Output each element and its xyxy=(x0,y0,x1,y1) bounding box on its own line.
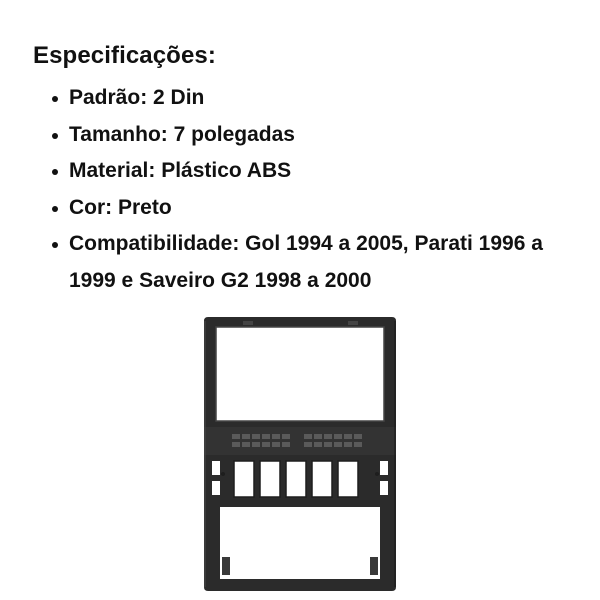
product-image xyxy=(198,313,402,595)
bullet-icon xyxy=(52,242,58,248)
spec-item-compatibility xyxy=(0,226,600,299)
spec-text: Material: Plástico ABS xyxy=(69,159,292,182)
spec-item-material xyxy=(0,153,600,190)
spec-list xyxy=(0,80,600,299)
bullet-icon xyxy=(52,206,58,212)
bullet-icon xyxy=(52,133,58,139)
spec-text: Cor: Preto xyxy=(69,195,172,219)
bullet-icon xyxy=(52,96,58,102)
spec-text: Compatibilidade: Gol 1994 a 2005, Parati 1996 a 1999 e Saveiro G2 1998 a 2000 xyxy=(69,232,543,292)
dash-frame-2din-icon xyxy=(198,313,402,595)
spec-item-standard xyxy=(0,80,600,117)
spec-item-color xyxy=(0,190,600,227)
bullet-icon xyxy=(52,169,58,175)
spec-text: Tamanho: 7 polegadas xyxy=(69,122,295,146)
spec-heading: Especificações: xyxy=(33,42,216,69)
spec-item-size xyxy=(0,117,600,154)
spec-text: Padrão: 2 Din xyxy=(69,86,205,109)
